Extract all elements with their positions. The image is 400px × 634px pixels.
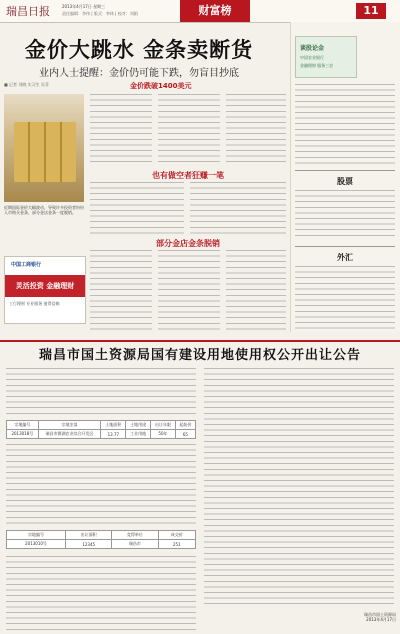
section-title: 财富榜	[180, 0, 250, 22]
masthead	[0, 0, 400, 23]
page-number: 11	[356, 3, 386, 19]
gold-bars-image	[14, 122, 76, 182]
article-column	[226, 250, 286, 334]
table-header: 宗地坐落	[38, 421, 101, 430]
divider	[295, 170, 395, 171]
divider	[295, 246, 395, 247]
photo-caption: 近期国际金价大幅波动，导致许多投资者纷纷入市购买金条，部分金店金条一度脱销。	[4, 205, 84, 216]
sidebar-column	[295, 84, 395, 164]
table-cell: 2013010号	[7, 540, 66, 549]
sidebar-column	[295, 190, 395, 240]
table-header: 出让面积	[66, 531, 112, 540]
table-header: 成交价	[158, 531, 195, 540]
notice-column	[204, 368, 394, 608]
table-cell: 工业用地	[126, 430, 151, 439]
notice-column	[6, 444, 196, 526]
advert-banner: 灵活投资 金融理财	[5, 275, 85, 297]
advert-text: 工行理财 专业服务 值得信赖	[9, 301, 60, 306]
parcel-table	[6, 420, 196, 439]
table-cell: 瑞昌市赛湖农业综合开发区	[38, 430, 101, 439]
article-column	[90, 250, 152, 334]
table-cell: 65	[175, 430, 195, 439]
issue-date: 2013年4月17日 星期三	[62, 4, 106, 9]
notice-column	[6, 368, 196, 418]
table-header: 宗地编号	[7, 531, 66, 540]
notice-title: 瑞昌市国土资源局国有建设用地使用权公开出让公告	[38, 348, 361, 363]
article-column	[90, 94, 152, 166]
table-header-row	[7, 531, 196, 540]
sidebar-advert-bank: 中国农业银行	[300, 55, 324, 60]
section-heading: 也有做空者狂赚一笔	[152, 171, 224, 180]
table-cell: 12345	[66, 540, 112, 549]
result-table	[6, 530, 196, 549]
table-header: 出让年限	[151, 421, 176, 430]
editor-credits: 责任编辑：李伟 | 版式：李林 | 校对：刘娟	[62, 11, 138, 16]
sidebar-section-title: 股票	[337, 177, 353, 186]
article-headline: 金价大跳水 金条卖断货	[24, 38, 254, 62]
sidebar-column	[295, 266, 395, 332]
section-heading: 部分金店金条脱销	[156, 239, 220, 248]
table-cell: 13.77	[101, 430, 126, 439]
table-header: 土地面积	[101, 421, 126, 430]
article-byline: ■ 记者 刘晓 实习生 吴菲	[4, 82, 49, 87]
table-header: 土地用途	[126, 421, 151, 430]
table-header-row	[7, 421, 196, 430]
issue-date-footer: 2013年4月17日	[366, 617, 396, 622]
bank-advert	[4, 256, 86, 324]
table-row	[7, 540, 196, 549]
article-column	[190, 182, 286, 234]
table-cell: 瑞昌市	[112, 540, 158, 549]
table-header: 起始价	[175, 421, 195, 430]
article-lead-note: 金价跌破1400美元	[130, 82, 192, 90]
article-column	[158, 250, 220, 334]
sidebar-section-title: 外汇	[337, 253, 353, 262]
table-cell: 2013018号	[7, 430, 39, 439]
sidebar-advert-title: 谈股论金	[300, 45, 325, 52]
bank-logo: 中国工商银行	[11, 262, 42, 268]
article-column	[226, 94, 286, 166]
sidebar-advert	[295, 36, 357, 78]
table-header: 宗地编号	[7, 421, 39, 430]
sidebar-advert-slogan: 金融理财 服务三农	[300, 63, 334, 68]
article-subhead: 业内人士提醒：金价仍可能下跌，勿盲目抄底	[39, 68, 239, 79]
newspaper-logo: 瑞昌日报	[6, 5, 50, 18]
table-header: 竞得单位	[112, 531, 158, 540]
table-cell: 251	[158, 540, 195, 549]
article-column	[90, 182, 184, 234]
notice-signature	[336, 612, 396, 622]
issuing-org: 瑞昌市国土资源局	[364, 612, 396, 617]
table-cell: 50年	[151, 430, 176, 439]
article-column	[158, 94, 220, 166]
gold-bars-photo	[4, 94, 84, 202]
divider	[0, 340, 400, 342]
notice-column	[6, 556, 196, 630]
table-row	[7, 430, 196, 439]
